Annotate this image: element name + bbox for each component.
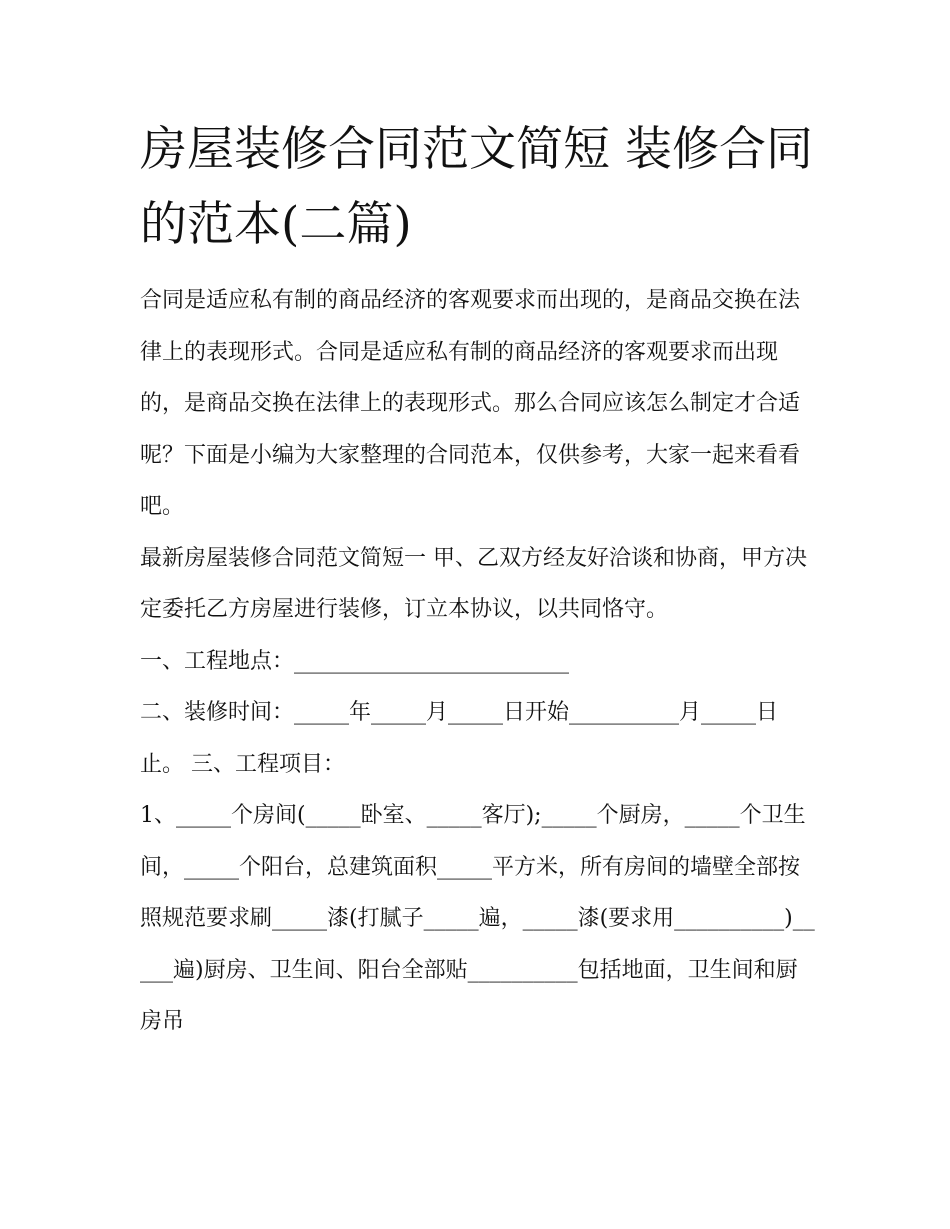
document-body — [140, 275, 818, 1048]
paragraph-project-items: 1、_____个房间(_____卧室、_____客厅);_____个厨房，_____个卫生间，_____个阳台，总建筑面积_____平方米，所有房间的墙壁全部按照规范要求刷_____漆(打腻子_____遍，_____漆(要求用__________)_____遍)厨房、卫生间、阳台全部贴__________包括地面，卫生间和厨房吊 — [140, 803, 815, 1034]
paragraph-intro: 合同是适应私有制的商品经济的客观要求而出现的，是商品交换在法律上的表现形式。合同是适应私有制的商品经济的客观要求而出现的，是商品交换在法律上的表现形式。那么合同应该怎么制定才合适呢？下面是小编为大家整理的合同范本，仅供参考，大家一起来看看吧。 — [140, 288, 801, 519]
paragraph-preamble: 最新房屋装修合同范文简短一 甲、乙双方经友好洽谈和协商，甲方决定委托乙方房屋进行装修，订立本协议，以共同恪守。 — [140, 545, 807, 622]
paragraph-renovation-time: 二、装修时间：_____年_____月_____日开始__________月_____日止。 三、工程项目： — [140, 700, 779, 777]
document-title: 房屋装修合同范文简短 装修合同的范本(二篇) — [140, 122, 813, 252]
paragraph-project-location: 一、工程地点：_________________________ — [140, 648, 570, 674]
